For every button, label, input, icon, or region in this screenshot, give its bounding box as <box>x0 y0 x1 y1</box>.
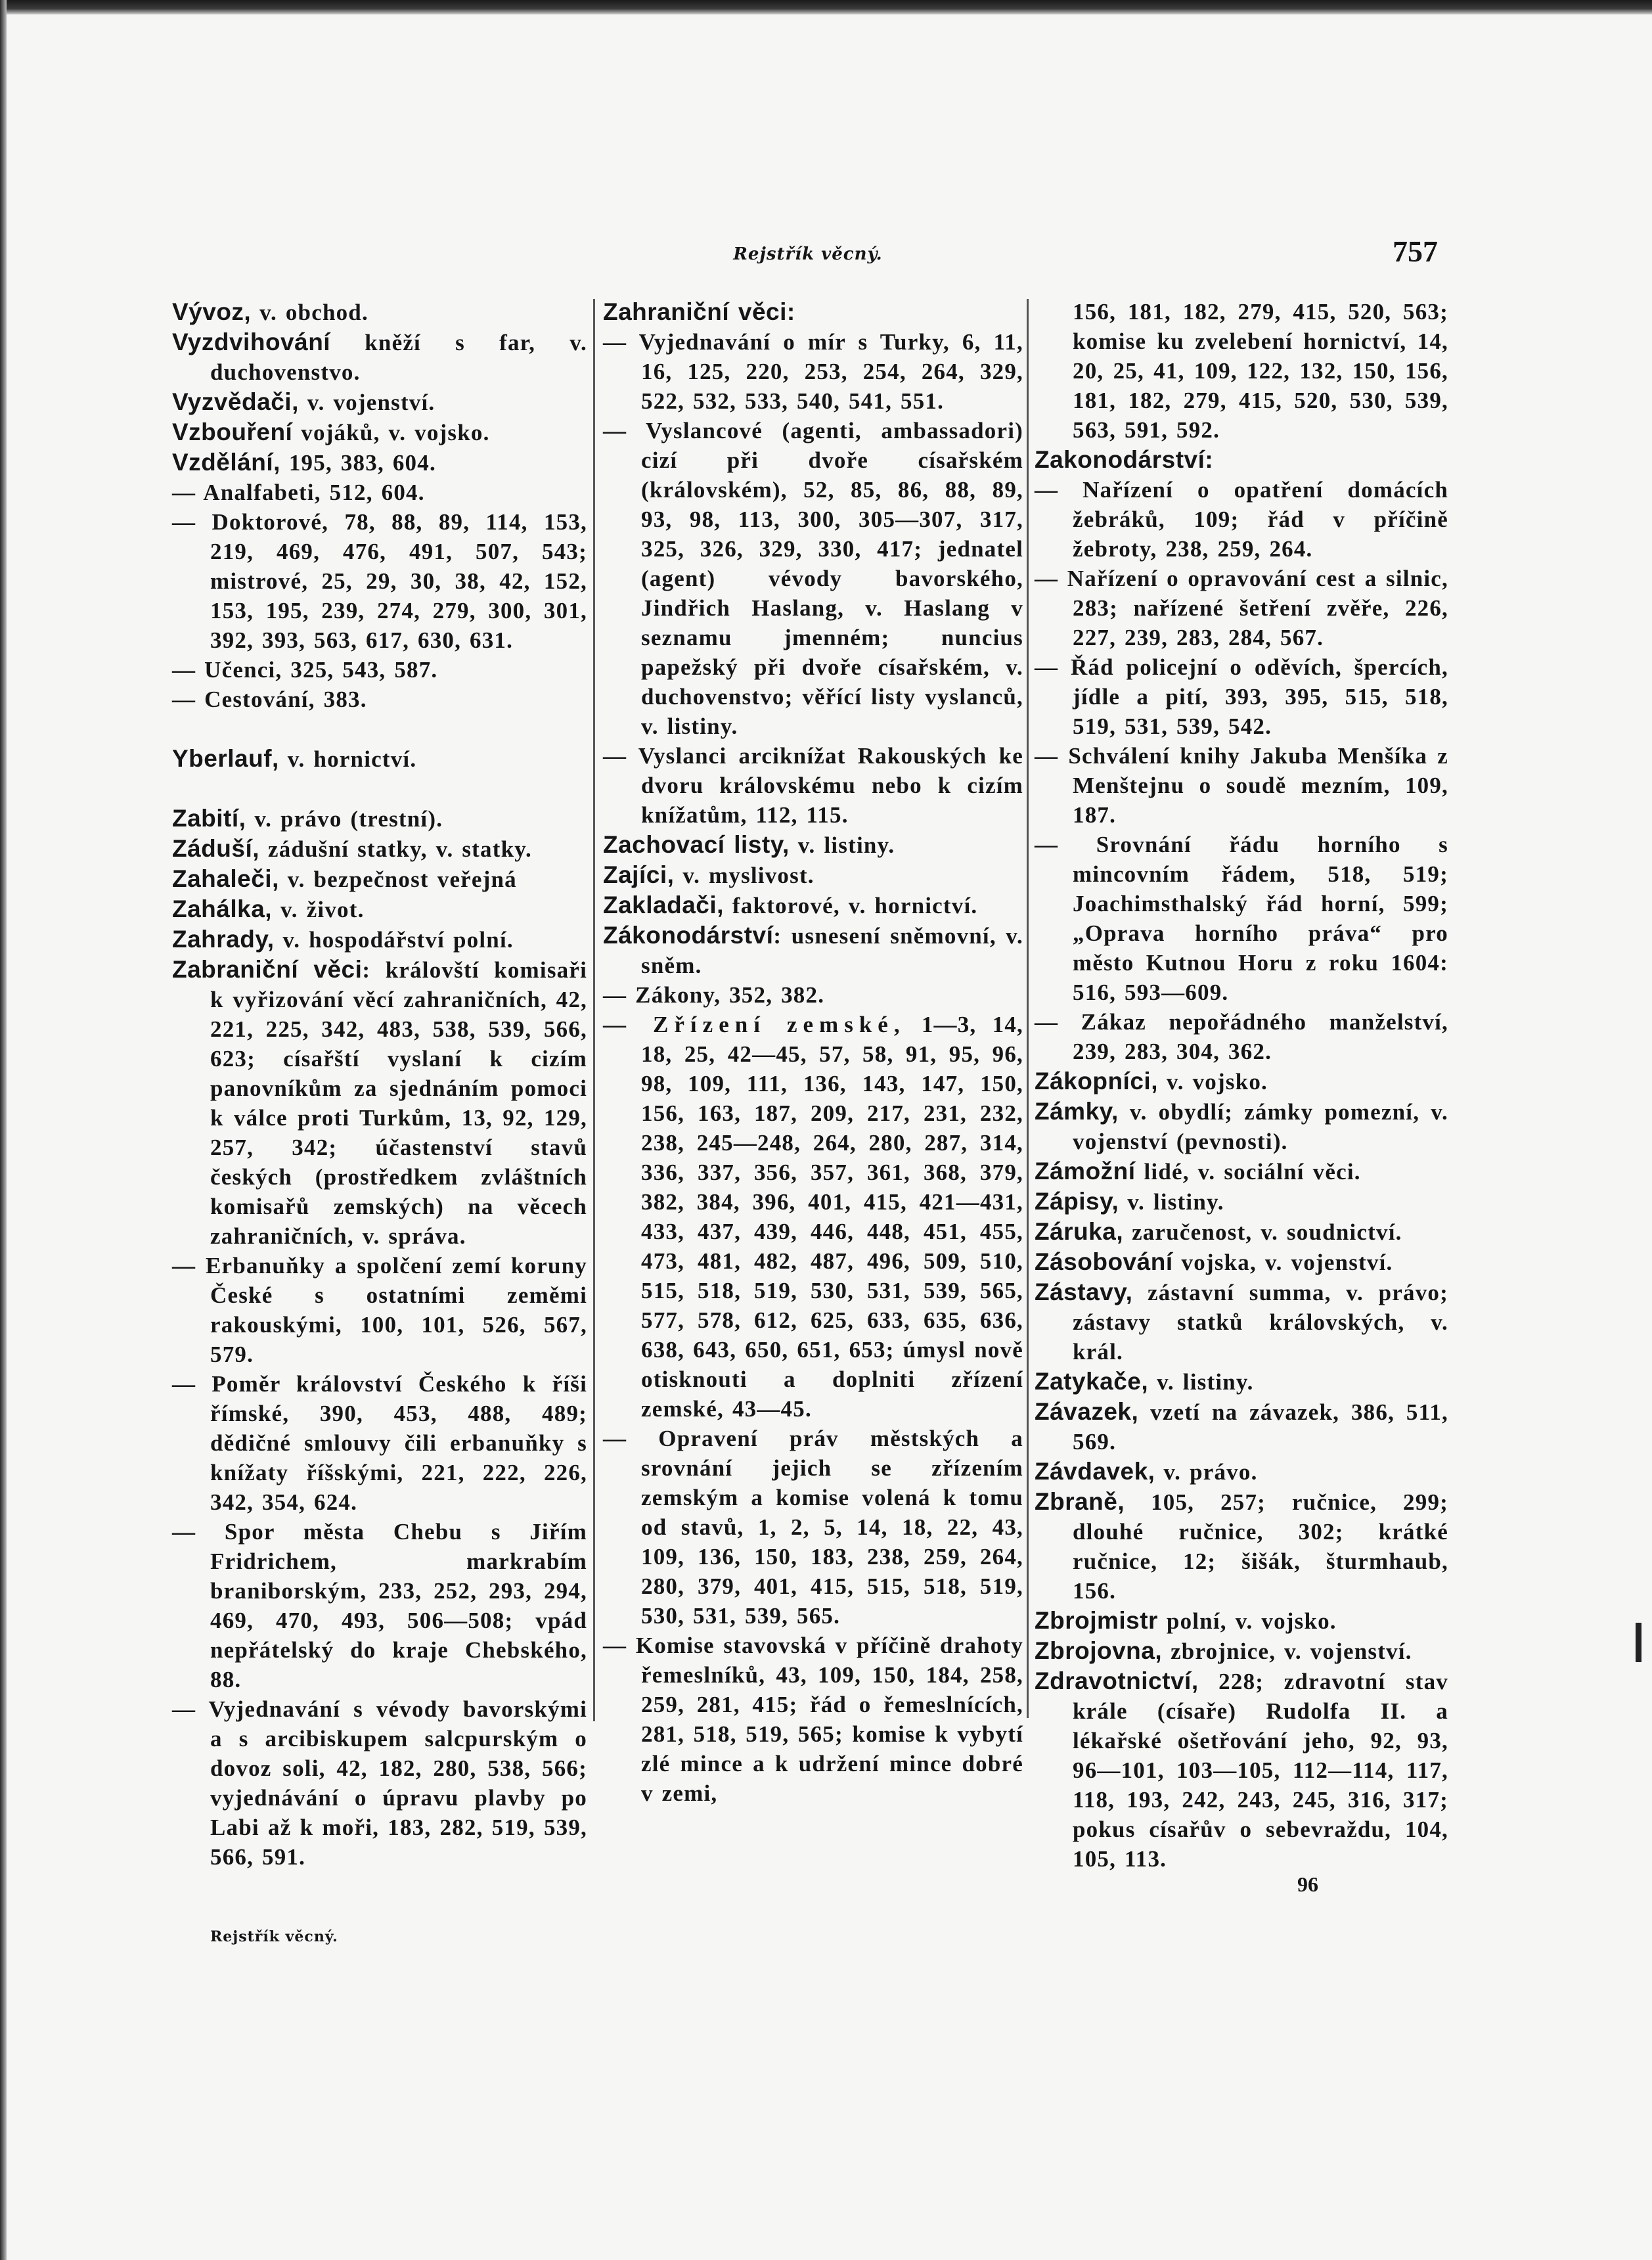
index-entry <box>603 830 1023 860</box>
sheet-signature: 96 <box>1297 1872 1318 1896</box>
index-subentry <box>1035 1007 1448 1066</box>
index-subentry <box>603 1631 1023 1808</box>
entry-heading: Závdavek, <box>1035 1458 1155 1485</box>
entry-text: v. listiny. <box>1119 1189 1224 1215</box>
index-entry <box>1035 1277 1448 1367</box>
index-entry <box>1035 1606 1448 1636</box>
entry-text: v. život. <box>272 897 365 922</box>
index-entry <box>1035 1397 1448 1457</box>
entry-text: vzetí na závazek, 386, 511, 569. <box>1073 1399 1448 1455</box>
entry-spaced-heading: — Zřízení zemské, <box>603 1012 906 1037</box>
scan-edge-left <box>0 0 7 2260</box>
entry-heading: Zahraniční věci: <box>603 298 795 325</box>
scan-edge-mark <box>1636 1623 1641 1662</box>
entry-heading: Zápisy, <box>1035 1188 1119 1215</box>
entry-heading: Záduší, <box>172 835 260 862</box>
index-subentry <box>603 1424 1023 1631</box>
entry-heading: Zahaleči, <box>172 865 279 892</box>
entry-text: vojska, v. vojenství. <box>1172 1250 1393 1275</box>
entry-text: — Analfabeti, 512, 604. <box>172 480 425 505</box>
index-entry <box>172 803 587 834</box>
entry-text: — Srovnání řádu horního s mincovním řádem, 518, 519; Joachimsthalský řád horní, 599; „Oprava horního práva“ pro město Kutnou Horu z roku 1604: 516, 593—609. <box>1035 832 1448 1005</box>
index-entry <box>172 327 587 387</box>
index-subentry <box>172 655 587 685</box>
entry-heading: Zásobování <box>1035 1248 1173 1275</box>
index-entry <box>172 894 587 924</box>
entry-text: — Opravení práv městských a srovnání jejich se zřízením zemským a komise volená k tomu od stavů, 1, 2, 5, 14, 18, 22, 43, 109, 136, 150, 183, 238, 259, 264, 280, 379, 401, 415, 515, 518, 519, 530, 531, 539, 565. <box>603 1426 1023 1629</box>
index-subentry <box>172 478 587 507</box>
entry-heading: Zámky, <box>1035 1098 1119 1125</box>
entry-heading: Zachovací listy, <box>603 831 790 858</box>
index-entry <box>1035 1066 1448 1096</box>
entry-heading: Zahálka, <box>172 895 273 922</box>
entry-text: v. hornictví. <box>279 746 417 772</box>
page-number: 757 <box>1393 235 1438 268</box>
index-subentry <box>1035 564 1448 652</box>
index-entry <box>1035 1666 1448 1874</box>
entry-text: zástavní summa, v. právo; zástavy statků královských, v. král. <box>1073 1280 1448 1365</box>
entry-heading: Vyzvědači, <box>172 388 299 415</box>
entry-text: zaručenost, v. soudnictví. <box>1123 1219 1402 1245</box>
entry-text: zbrojnice, v. vojenství. <box>1162 1638 1412 1664</box>
entry-heading: Zabití, <box>172 805 246 832</box>
entry-text: lidé, v. sociální věci. <box>1135 1159 1361 1185</box>
index-entry <box>172 387 587 417</box>
index-subentry <box>1035 741 1448 830</box>
index-subentry <box>1035 652 1448 741</box>
entry-heading: Zatykače, <box>1035 1368 1149 1395</box>
index-entry <box>172 297 587 327</box>
entry-text: — Vyslanci arciknížat Rakouských ke dvoru královskému nebo k cizím knížatům, 112, 115. <box>603 743 1023 828</box>
index-entry <box>1035 1457 1448 1487</box>
index-entry <box>1035 1487 1448 1606</box>
index-entry <box>603 297 1023 327</box>
index-subentry <box>172 1369 587 1517</box>
entry-text: 105, 257; ručnice, 299; dlouhé ručnice, 302; krátké ručnice, 12; šišák, šturmhaub, 156. <box>1073 1489 1448 1604</box>
index-entry <box>1035 1636 1448 1666</box>
entry-text: — Erbanuňky a spolčení zemí koruny České s ostatními zeměmi rakouskými, 100, 101, 526, 567, 579. <box>172 1253 587 1367</box>
entry-text: v. listiny. <box>1148 1369 1254 1395</box>
column-rule-left <box>593 299 595 1721</box>
index-column-1 <box>172 297 587 1901</box>
entry-heading: Zakonodárství: <box>1035 446 1214 473</box>
entry-heading: Vyzdvihování <box>172 328 331 355</box>
entry-text: — Řád policejní o oděvích, špercích, jídle a pití, 393, 395, 515, 518, 519, 531, 539, 542. <box>1035 654 1448 739</box>
entry-text: v. obchod. <box>251 300 368 325</box>
entry-text: — Učenci, 325, 543, 587. <box>172 657 438 683</box>
index-entry <box>172 955 587 1251</box>
index-entry <box>603 860 1023 890</box>
entry-text: — Schválení knihy Jakuba Menšíka z Menštejnu o soudě mezním, 109, 187. <box>1035 743 1448 828</box>
entry-text: zádušní statky, v. statky. <box>259 836 532 862</box>
entry-text: — Spor města Chebu s Jiřím Fridrichem, markrabím braniborským, 233, 252, 293, 294, 469, 470, 493, 506—508; vpád nepřátelský do kraje Chebského, 88. <box>172 1519 587 1692</box>
index-section <box>172 297 587 714</box>
entry-heading: Zbrojmistr <box>1035 1607 1158 1634</box>
index-subentry <box>172 1517 587 1694</box>
footer-note: Rejstřík věcný. <box>210 1928 338 1945</box>
index-section <box>603 297 1023 1808</box>
scan-edge-top <box>0 0 1652 14</box>
entry-text: — Vyslancové (agenti, ambassadori) cizí při dvoře císařském (královském), 52, 85, 86, 88, 89, 93, 98, 113, 300, 305—307, 317, 325, 326, 329, 330, 417; jednatel (agent) vévody bavorského, Jindřich Haslang, v. Haslang v seznamu jmenném; nuncius papežský při dvoře císařském, v. duchovenstvo; věřící listy vyslanců, v. listiny. <box>603 418 1023 739</box>
entry-text: v. obydlí; zámky pomezní, v. vojenství (pevnosti). <box>1073 1099 1448 1154</box>
entry-text: — Komise stavovská v příčině drahoty řemeslníků, 43, 109, 150, 184, 258, 259, 281, 415; řád o řemeslnících, 281, 518, 519, 565; komise k vybytí zlé mince a k udržení mince dobré v zemi, <box>603 1633 1023 1806</box>
entry-text: — Vyjednavání o mír s Turky, 6, 11, 16, 125, 220, 253, 254, 264, 329, 522, 532, 533, 540, 541, 551. <box>603 329 1023 414</box>
entry-text: — Vyjednavání s vévody bavorskými a s arcibiskupem salcpurským o dovoz soli, 42, 182, 280, 538, 566; vyjednávání o úpravu plavby po Labi až k moři, 183, 282, 519, 539, 566, 591. <box>172 1696 587 1870</box>
index-entry <box>172 834 587 864</box>
index-continuation <box>1035 297 1448 445</box>
entry-heading: Vzbouření <box>172 418 293 445</box>
index-subentry <box>1035 475 1448 564</box>
index-subentry <box>172 685 587 714</box>
index-subentry <box>172 1251 587 1369</box>
index-entry <box>172 417 587 447</box>
index-entry <box>1035 1217 1448 1247</box>
entry-text: — Poměr království Českého k říši římské, 390, 453, 488, 489; dědičné smlouvy čili erbanuňky s knížaty říšskými, 221, 222, 226, 342, 354, 624. <box>172 1371 587 1515</box>
entry-heading: Záruka, <box>1035 1218 1124 1245</box>
entry-heading: Zakladači, <box>603 892 724 918</box>
entry-heading: Zahrady, <box>172 926 275 953</box>
index-subentry <box>603 1010 1023 1424</box>
index-subentry <box>172 1694 587 1872</box>
index-subentry <box>603 327 1023 416</box>
entry-text: — Zákony, 352, 382. <box>603 982 825 1008</box>
index-subentry <box>603 980 1023 1010</box>
index-column-2 <box>603 297 1023 1838</box>
running-title: Rejstřík věcný. <box>733 244 883 264</box>
entry-text: v. bezpečnost veřejná <box>279 867 517 892</box>
entry-heading: Zákonodárství <box>603 922 774 949</box>
index-entry <box>1035 1096 1448 1156</box>
entry-text: v. vojsko. <box>1157 1069 1268 1095</box>
entry-heading: Yberlauf, <box>172 745 279 772</box>
index-entry <box>172 744 587 774</box>
entry-text: 195, 383, 604. <box>280 450 436 476</box>
entry-heading: Zbraně, <box>1035 1488 1125 1515</box>
index-subentry <box>1035 830 1448 1007</box>
index-entry <box>603 890 1023 920</box>
entry-heading: Vzdělání, <box>172 449 280 476</box>
index-entry <box>1035 1156 1448 1186</box>
index-section <box>1035 297 1448 1874</box>
index-entry <box>1035 1247 1448 1277</box>
index-entry <box>603 920 1023 980</box>
index-subentry <box>603 416 1023 741</box>
index-section <box>172 803 587 1872</box>
entry-text: : usnesení sněmovní, v. sněm. <box>641 923 1023 978</box>
index-section <box>172 744 587 774</box>
entry-text: vojáků, v. vojsko. <box>292 420 490 445</box>
entry-text: : královští komisaři k vyřizování věcí zahraničních, 42, 221, 225, 342, 483, 538, 539, 566, 623; císařští vyslaní k cizím panovníkům za sjednáním pomoci k válce proti Turkům, 13, 92, 129, 257, 342; účastenství stavů českých (prostředkem zvláštních komisařů zemských) na věcech zahraničních, v. správa. <box>210 957 587 1249</box>
entry-heading: Zámožní <box>1035 1158 1136 1185</box>
entry-text: 156, 181, 182, 279, 415, 520, 563; komise ku zvelebení hornictví, 14, 20, 25, 41, 109, 122, 132, 150, 156, 181, 182, 279, 415, 520, 530, 539, 563, 591, 592. <box>1073 299 1448 443</box>
entry-text: — Nařízení o opatření domácích žebráků, 109; řád v příčině žebroty, 238, 259, 264. <box>1035 477 1448 562</box>
index-entry <box>1035 445 1448 475</box>
entry-text: v. vojenství. <box>298 390 435 415</box>
entry-heading: Zbrojovna, <box>1035 1637 1163 1664</box>
entry-text: polní, v. vojsko. <box>1157 1608 1337 1634</box>
index-entry <box>1035 1367 1448 1397</box>
entry-text: faktorové, v. hornictví. <box>723 893 978 918</box>
entry-text: kněží s far, v. duchovenstvo. <box>210 330 587 385</box>
entry-heading: Zajíci, <box>603 861 675 888</box>
index-column-3 <box>1035 297 1448 1903</box>
entry-text: 1—3, 14, 18, 25, 42—45, 57, 58, 91, 95, 96, 98, 109, 111, 136, 143, 147, 150, 156, 163, 187, 209, 217, 231, 232, 238, 245—248, 264, 280, 287, 314, 336, 337, 356, 357, 361, 368, 379, 382, 384, 396, 401, 415, 421—431, 433, 437, 439, 446, 448, 451, 455, 473, 481, 482, 487, 496, 509, 510, 515, 518, 519, 530, 531, 539, 565, 577, 578, 612, 625, 633, 635, 636, 638, 643, 650, 651, 653; úmysl nově otisknouti a doplniti zřízení zemské, 43—45. <box>641 1012 1023 1422</box>
entry-text: v. myslivost. <box>674 863 815 888</box>
entry-heading: Zástavy, <box>1035 1278 1133 1305</box>
entry-heading: Vývoz, <box>172 298 252 325</box>
entry-text: v. listiny. <box>789 832 895 858</box>
index-subentry <box>172 507 587 655</box>
entry-text: 228; zdravotní stav krále (císaře) Rudolfa II. a lékařské ošetřování jeho, 92, 93, 96—101, 103—105, 112—114, 117, 118, 193, 242, 243, 245, 316, 317; pokus císařův o sebevraždu, 104, 105, 113. <box>1073 1669 1448 1872</box>
index-entry <box>172 447 587 478</box>
column-rule-right <box>1027 299 1029 1718</box>
index-subentry <box>603 741 1023 830</box>
entry-heading: Zdravotnictví, <box>1035 1667 1199 1694</box>
entry-heading: Závazek, <box>1035 1398 1139 1425</box>
entry-heading: Zákopníci, <box>1035 1068 1158 1095</box>
index-entry <box>1035 1186 1448 1217</box>
index-entry <box>172 924 587 955</box>
entry-text: v. právo (trestní). <box>246 806 443 832</box>
entry-text: — Cestování, 383. <box>172 687 367 712</box>
entry-text: v. právo. <box>1155 1459 1258 1485</box>
entry-text: v. hospodářství polní. <box>274 927 514 953</box>
index-entry <box>172 864 587 894</box>
entry-heading: Zabraniční věci <box>172 956 363 983</box>
entry-text: — Doktorové, 78, 88, 89, 114, 153, 219, 469, 476, 491, 507, 543; mistrové, 25, 29, 30, 38, 42, 152, 153, 195, 239, 274, 279, 300, 301, 392, 393, 563, 617, 630, 631. <box>172 509 587 653</box>
entry-text: — Nařízení o opravování cest a silnic, 283; nařízené šetření zvěře, 226, 227, 239, 283, 284, 567. <box>1035 566 1448 650</box>
entry-text: — Zákaz nepořádného manželství, 239, 283, 304, 362. <box>1035 1009 1448 1064</box>
